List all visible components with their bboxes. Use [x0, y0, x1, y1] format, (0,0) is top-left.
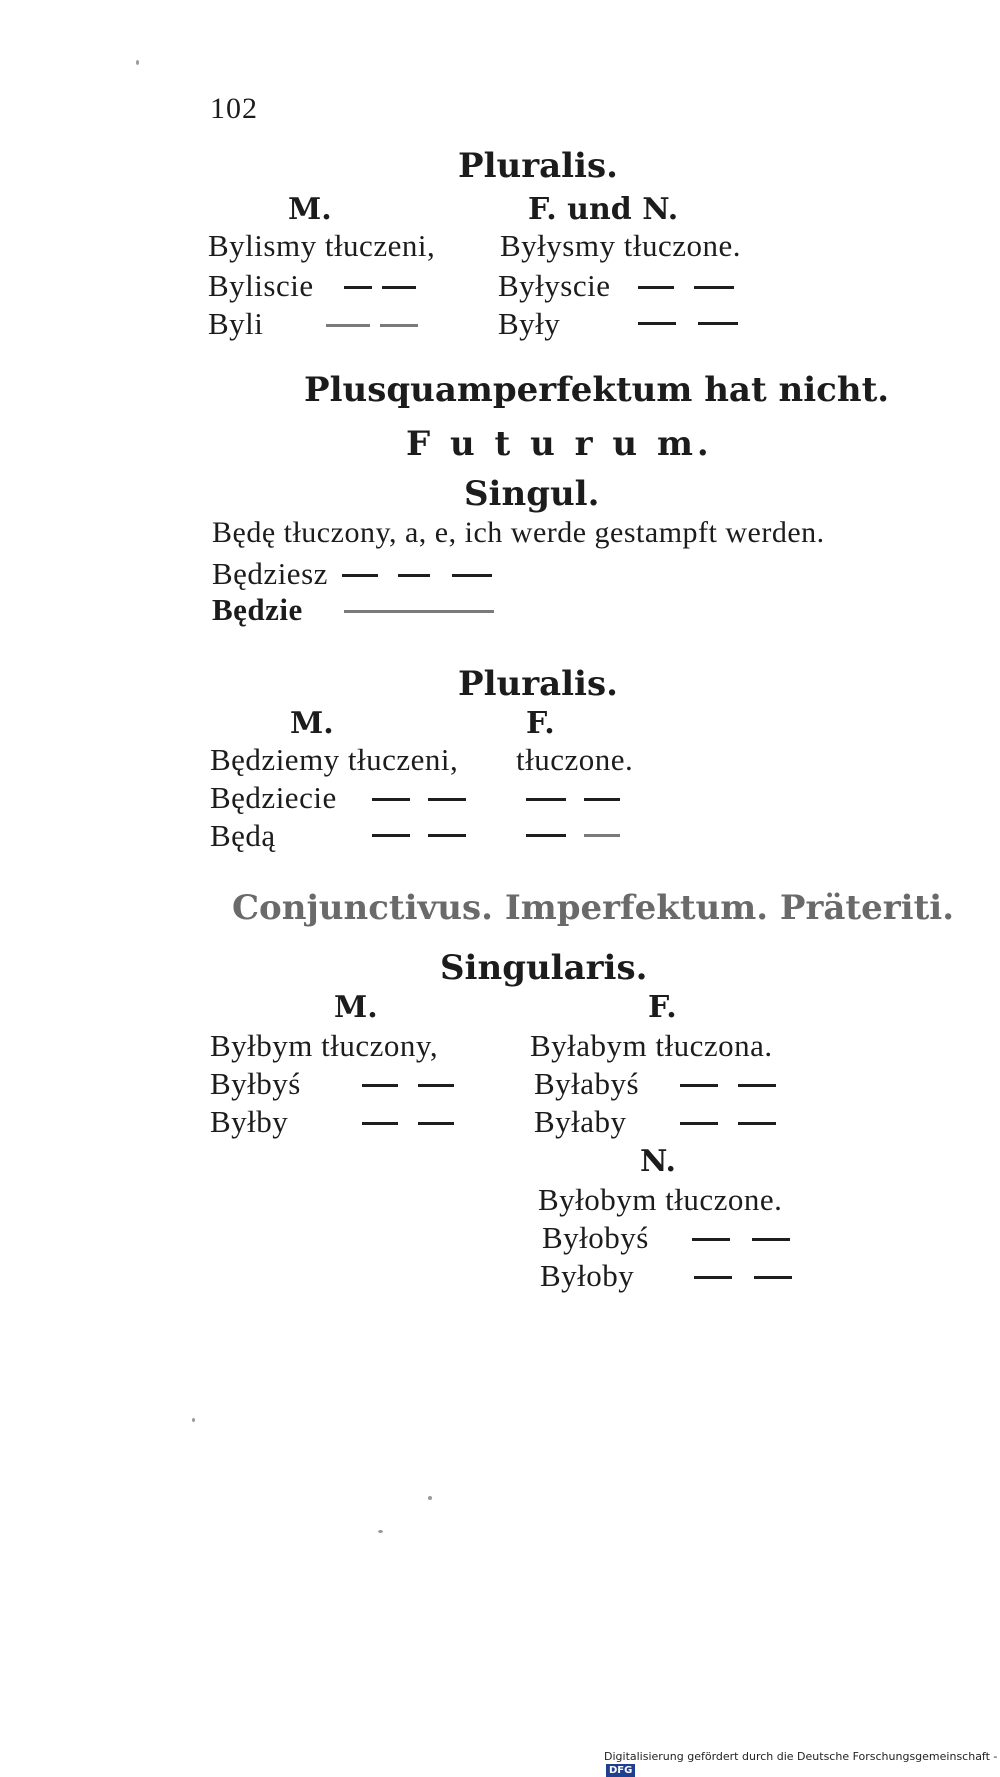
ditto-dash — [344, 610, 494, 613]
conjugation-row: Byli — [208, 306, 264, 341]
conjugation-row: Byłaby — [534, 1104, 627, 1139]
ditto-dash — [698, 322, 738, 325]
conjugation-row: Byłobym tłuczone. — [538, 1182, 783, 1217]
conjugation-row: Byliscie — [208, 268, 314, 303]
conjugation-row: Będzie — [212, 592, 303, 627]
ditto-dash — [372, 798, 410, 801]
ditto-dash — [694, 286, 734, 289]
conjugation-row: Były — [498, 306, 561, 341]
column-header-m: M. — [290, 706, 334, 741]
ditto-dash — [584, 798, 620, 801]
ditto-dash — [638, 286, 674, 289]
scan-speck — [136, 60, 139, 65]
ditto-dash — [382, 286, 416, 289]
column-header-m: M. — [334, 990, 378, 1025]
subsection-title-singularis: Singularis. — [440, 948, 648, 988]
ditto-dash — [398, 574, 430, 577]
page-number: 102 — [210, 92, 258, 125]
scan-speck — [378, 1530, 383, 1533]
ditto-dash — [680, 1084, 718, 1087]
ditto-dash — [418, 1084, 454, 1087]
conjugation-row: Byłyscie — [498, 268, 611, 303]
dfg-logo: DFG — [606, 1764, 635, 1777]
section-title-conjunctivus: Conjunctivus. Imperfektum. Präteriti. — [232, 888, 955, 928]
ditto-dash — [738, 1122, 776, 1125]
ditto-dash — [380, 324, 418, 327]
ditto-dash — [362, 1084, 398, 1087]
conjugation-row: Będą — [210, 818, 276, 853]
credit-text: Digitalisierung gefördert durch die Deutsche Forschungsgemeinschaft - — [604, 1750, 998, 1763]
scan-speck — [428, 1496, 432, 1500]
section-title-futurum: F u t u r u m. — [406, 424, 713, 464]
conjugation-row: Bylismy tłuczeni, — [208, 228, 436, 263]
conjugation-row: Byłoby — [540, 1258, 635, 1293]
plusquamperfektum-note: Plusquamperfektum hat nicht. — [304, 370, 890, 410]
column-header-f: F. — [648, 990, 677, 1025]
conjugation-row: Byłby — [210, 1104, 289, 1139]
ditto-dash — [738, 1084, 776, 1087]
conjugation-row: Byłbym tłuczony, — [210, 1028, 439, 1063]
ditto-dash — [418, 1122, 454, 1125]
ditto-dash — [752, 1238, 790, 1241]
ditto-dash — [638, 322, 676, 325]
ditto-dash — [428, 798, 466, 801]
column-header-f-und-n: F. und N. — [528, 192, 679, 227]
column-header-m: M. — [288, 192, 332, 227]
ditto-dash — [526, 798, 566, 801]
ditto-dash — [694, 1276, 732, 1279]
conjugation-row: Byłabym tłuczona. — [530, 1028, 773, 1063]
ditto-dash — [680, 1122, 718, 1125]
subsection-title-singul: Singul. — [464, 474, 600, 514]
column-header-n: N. — [640, 1144, 676, 1179]
ditto-dash — [362, 1122, 398, 1125]
ditto-dash — [584, 834, 620, 837]
conjugation-row: Byłabyś — [534, 1066, 640, 1101]
scan-speck — [192, 1418, 195, 1422]
digitization-credit — [604, 1750, 1000, 1777]
conjugation-row: Będziemy tłuczeni, — [210, 742, 459, 777]
section-title-pluralis: Pluralis. — [458, 146, 618, 186]
ditto-dash — [428, 834, 466, 837]
conjugation-row: Będziecie — [210, 780, 337, 815]
ditto-dash — [326, 324, 370, 327]
conjugation-row: Byłobyś — [542, 1220, 649, 1255]
conjugation-row: Byłysmy tłuczone. — [500, 228, 741, 263]
conjugation-row: tłuczone. — [516, 742, 634, 777]
subsection-title-pluralis: Pluralis. — [458, 664, 618, 704]
ditto-dash — [342, 574, 378, 577]
ditto-dash — [372, 834, 410, 837]
ditto-dash — [452, 574, 492, 577]
conjugation-row: Będziesz — [212, 556, 328, 591]
ditto-dash — [344, 286, 372, 289]
conjugation-row: Będę tłuczony, a, e, ich werde gestampft werden. — [212, 516, 825, 549]
conjugation-row: Byłbyś — [210, 1066, 301, 1101]
ditto-dash — [692, 1238, 730, 1241]
ditto-dash — [754, 1276, 792, 1279]
column-header-f: F. — [526, 706, 555, 741]
ditto-dash — [526, 834, 566, 837]
